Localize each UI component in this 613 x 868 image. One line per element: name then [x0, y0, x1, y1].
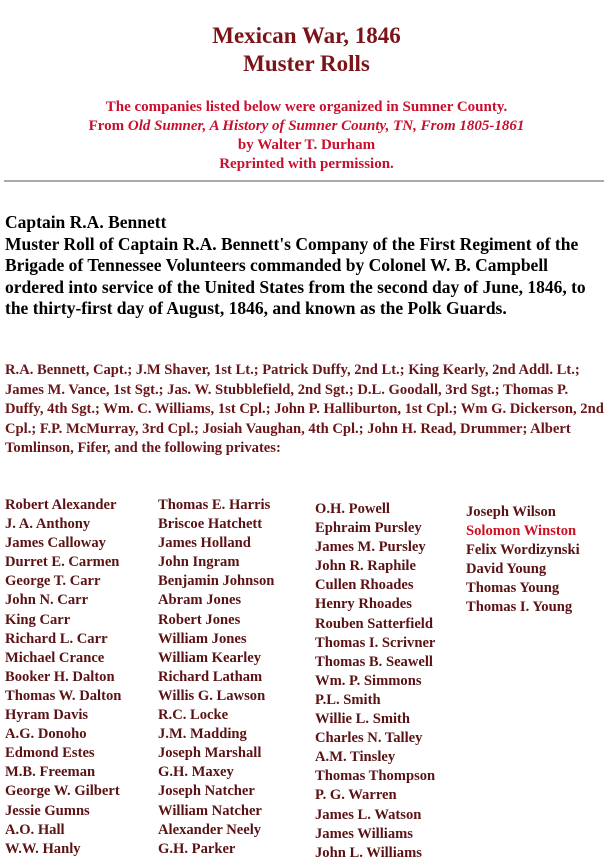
divider [4, 180, 604, 182]
private-name: Richard Latham [158, 668, 263, 685]
intro-line [0, 117, 613, 136]
private-name: George T. Carr [5, 573, 101, 590]
private-name: John N. Carr [5, 592, 89, 609]
private-name: Wm. P. Simmons [315, 672, 422, 689]
private-name: W.W. Hanly [5, 840, 81, 857]
officers-list: R.A. Bennett, Capt.; J.M Shaver, 1st Lt.; Patrick Duffy, 2nd Lt.; King Kearly, 2nd Addl. Lt.; James M. Vance, 1st Sgt.; Jas. W. Stubblefield, 2nd Sgt.; D.L. Goodall, 3rd Sgt.; Thomas P. Duffy, 4th Sgt.; Wm. C. Williams, 1st Cpl.; John P. Halliburton, 1st Cpl.; Wm G. Dickerson, 2nd Cpl.; F.P. McMurray, 3rd Cpl.; Josiah Vaughan, 4th Cpl.; John H. Read, Drummer; Albert Tomlinson, Fifer, and the following privates: [5, 362, 604, 456]
private-name: Solomon Winston [466, 523, 577, 540]
private-name: R.C. Locke [158, 707, 229, 724]
private-name: O.H. Powell [315, 501, 390, 517]
private-name: Benjamin Johnson [158, 573, 275, 590]
page-subtitle: Muster Rolls [243, 51, 370, 76]
private-name: King Carr [5, 611, 71, 628]
privates-column-4 [466, 503, 580, 618]
private-name: John Ingram [158, 554, 240, 571]
private-name: Thomas Thompson [315, 768, 436, 785]
private-name: Thomas I. Young [466, 599, 573, 616]
private-name: William Natcher [158, 802, 262, 819]
private-name: Willie L. Smith [315, 711, 411, 728]
private-name: Ephraim Pursley [315, 520, 422, 537]
private-name: A.O. Hall [5, 821, 65, 838]
private-name: Joseph Natcher [158, 783, 255, 800]
private-name: Briscoe Hatchett [158, 516, 263, 533]
private-name: James Calloway [5, 535, 106, 552]
private-name: Richard L. Carr [5, 630, 108, 647]
private-name: James Williams [315, 825, 413, 842]
source-note [0, 98, 613, 174]
private-name: Durret E. Carmen [5, 554, 120, 571]
private-name: Charles N. Talley [315, 730, 423, 747]
private-name: Alexander Neely [158, 821, 262, 838]
private-name: Hyram Davis [5, 707, 89, 724]
private-name: John L. Williams [315, 844, 422, 861]
private-name: Edmond Estes [5, 745, 95, 762]
private-name: Henry Rhoades [315, 596, 412, 613]
private-name: John R. Raphile [315, 558, 416, 575]
private-name: Joseph Wilson [466, 504, 556, 520]
private-name: Thomas I. Scrivner [315, 634, 436, 651]
private-name: Robert Jones [158, 611, 241, 628]
private-name: James M. Pursley [315, 539, 426, 556]
private-name: Cullen Rhoades [315, 577, 414, 594]
private-name: William Kearley [158, 649, 262, 666]
private-name: M.B. Freeman [5, 764, 96, 781]
private-name: Rouben Satterfield [315, 615, 433, 632]
book-title: Old Sumner, A History of Sumner County, TN, From 1805-1861 [127, 118, 525, 134]
private-name: James L. Watson [315, 806, 422, 823]
privates-column-1 [5, 496, 121, 859]
company-heading: Captain R.A. Bennett [5, 212, 167, 232]
company-description: Muster Roll of Captain R.A. Bennett's Company of the First Regiment of the Brigade of Tennessee Volunteers commanded by Colonel W. B. Campbell ordered into service of the United States from the second day of June, 1846, to the thirty-first day of August, 1846, and known as the Polk Guards. [5, 233, 586, 318]
company-section [5, 212, 605, 320]
private-name: George W. Gilbert [5, 783, 120, 800]
private-name: David Young [466, 561, 547, 578]
private-name: P.L. Smith [315, 691, 381, 708]
private-name: Felix Wordizynski [466, 542, 580, 559]
privates-column-3 [315, 500, 435, 863]
private-name: G.H. Parker [158, 840, 236, 857]
private-name: Jessie Gumns [5, 802, 90, 819]
private-name: Thomas B. Seawell [315, 653, 433, 670]
author-line: by Walter T. Durham [237, 137, 376, 153]
private-name: A.G. Donoho [5, 726, 87, 743]
private-name: J. A. Anthony [5, 516, 91, 533]
private-name: P. G. Warren [315, 787, 397, 804]
private-name: William Jones [158, 630, 247, 647]
private-name: Booker H. Dalton [5, 668, 115, 685]
private-name: Robert Alexander [5, 497, 117, 513]
private-name: Thomas W. Dalton [5, 687, 122, 704]
private-name: Thomas Young [466, 580, 560, 597]
private-name: Joseph Marshall [158, 745, 262, 762]
private-name: A.M. Tinsley [315, 749, 396, 766]
private-name: Abram Jones [158, 592, 242, 609]
privates-column-2 [158, 496, 274, 859]
private-name: Michael Crance [5, 649, 105, 666]
private-name: James Holland [158, 535, 251, 552]
intro-prefix: From [88, 118, 128, 134]
private-name: J.M. Madding [158, 726, 247, 743]
private-name: Willis G. Lawson [158, 687, 266, 704]
intro-line: The companies listed below were organized in Sumner County. [105, 99, 508, 115]
private-name: G.H. Maxey [158, 764, 234, 781]
page-title: Mexican War, 1846 [212, 23, 401, 48]
permission-line: Reprinted with permission. [219, 156, 394, 172]
private-name: Thomas E. Harris [158, 497, 271, 513]
